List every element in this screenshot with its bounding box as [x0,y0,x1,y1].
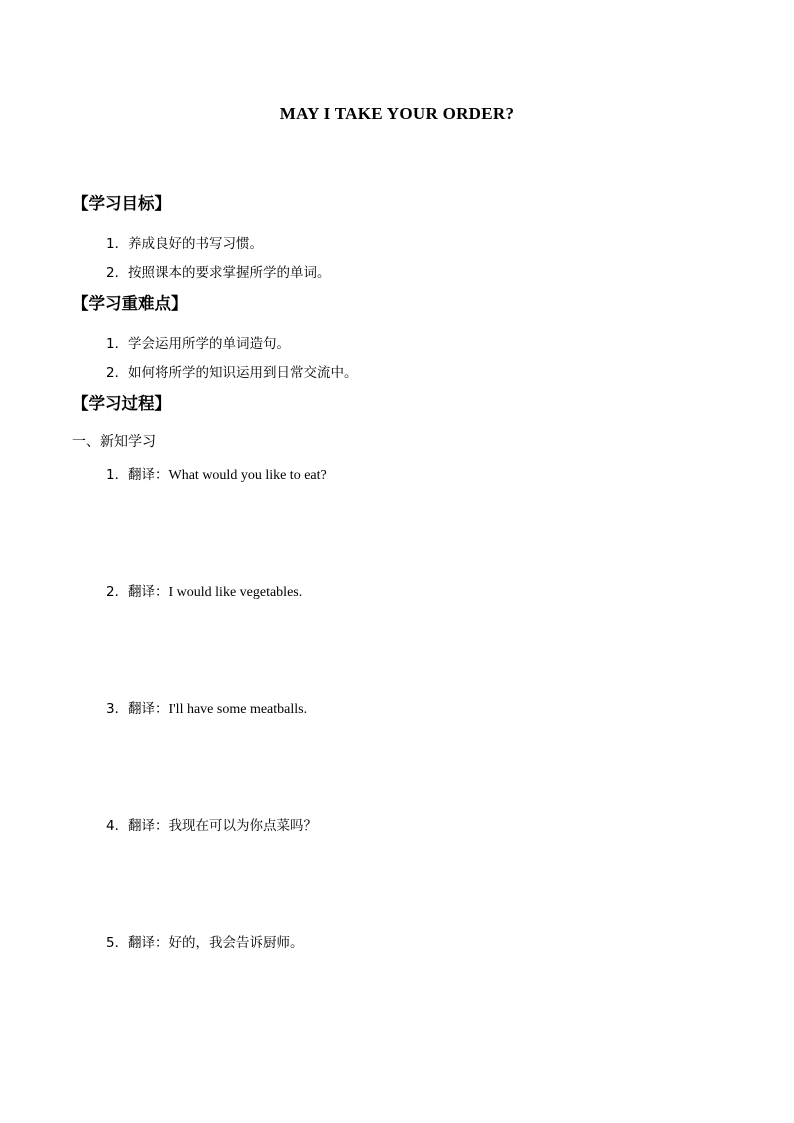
item-number: 2． [106,265,129,281]
item-prefix: 翻译： [128,467,169,483]
exercise-item [106,463,327,484]
item-number: 1． [106,336,129,352]
item-prefix: 翻译： [128,584,169,600]
item-text: I'll have some meatballs. [168,702,308,717]
exercise-item [106,814,317,834]
exercise-item [106,580,302,601]
list-item [106,261,331,281]
page-title: MAY I TAKE YOUR ORDER? [279,104,515,123]
item-text: 我现在可以为你点菜吗？ [168,818,317,834]
item-number: 5． [106,935,129,951]
item-number: 3． [106,701,129,717]
item-text: 好的，我会告诉厨师。 [168,935,304,951]
heading-learning-process: 【学习过程】 [72,394,171,413]
exercise-item [106,931,304,951]
section-label: 一、新知学习 [72,434,156,450]
item-text: 按照课本的要求掌握所学的单词。 [128,265,331,281]
item-text: I would like vegetables. [168,585,303,600]
item-number: 1． [106,236,129,252]
item-prefix: 翻译： [128,701,169,717]
item-number: 1． [106,467,129,483]
exercise-item [106,697,307,718]
heading-key-points: 【学习重难点】 [72,294,188,313]
list-item [106,361,358,381]
item-text: What would you like to eat? [168,468,327,483]
item-text: 学会运用所学的单词造句。 [128,336,290,352]
item-text: 如何将所学的知识运用到日常交流中。 [128,365,358,381]
item-number: 2． [106,584,129,600]
item-number: 2． [106,365,129,381]
item-prefix: 翻译： [128,935,169,951]
item-prefix: 翻译： [128,818,169,834]
heading-learning-goals: 【学习目标】 [72,194,171,213]
item-text: 养成良好的书写习惯。 [128,236,263,252]
list-item [106,232,263,252]
item-number: 4． [106,818,129,834]
list-item [106,332,290,352]
